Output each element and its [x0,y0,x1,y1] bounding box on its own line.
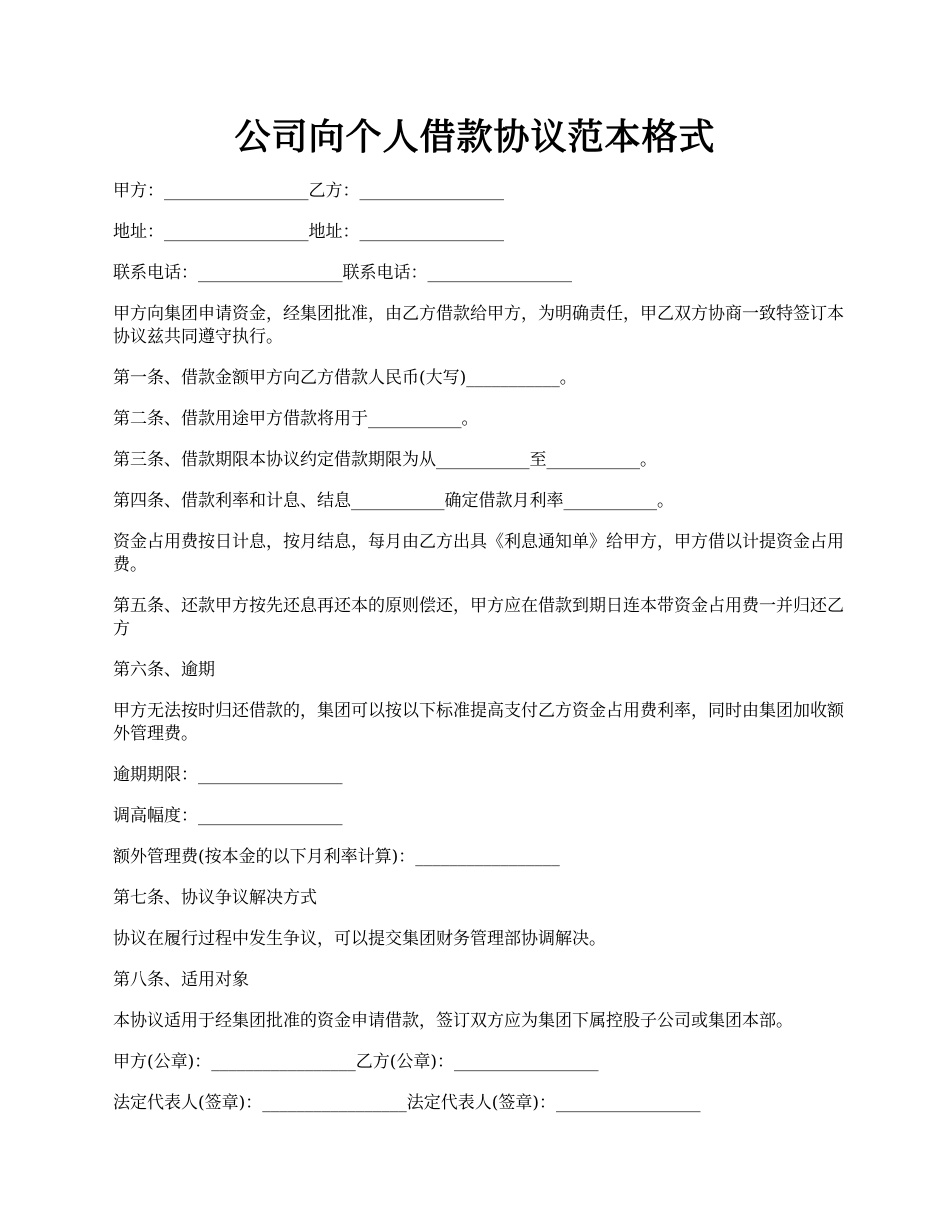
preamble-paragraph: 甲方向集团申请资金，经集团批准，由乙方借款给甲方，为明确责任，甲乙双方协商一致特签订本协议兹共同遵守执行。 [113,304,844,347]
phone-line: 联系电话：_________________联系电话：_________________ [113,263,572,283]
document-title: 公司向个人借款协议范本格式 [234,116,716,158]
scope-paragraph: 本协议适用于经集团批准的资金申请借款，签订双方应为集团下属控股子公司或集团本部。 [113,1011,793,1031]
party-a-b-line: 甲方：_________________乙方：_________________ [113,181,504,201]
interest-calculation-paragraph: 资金占用费按日计息，按月结息，每月由乙方出具《利息通知单》给甲方，甲方借以计提资金占用费。 [113,532,844,575]
article-3-term: 第三条、借款期限本协议约定借款期限为从___________至___________。 [113,450,657,470]
article-6-heading: 第六条、逾期 [113,660,215,680]
article-4-interest: 第四条、借款利率和计息、结息___________确定借款月利率___________。 [113,491,674,511]
article-7-heading: 第七条、协议争议解决方式 [113,888,317,908]
article-8-heading: 第八条、适用对象 [113,970,249,990]
article-1-amount: 第一条、借款金额甲方向乙方借款人民币(大写)___________。 [113,368,577,388]
document-body [113,180,853,1133]
article-5-repayment: 第五条、还款甲方按先还息再还本的原则偿还，甲方应在借款到期日连本带资金占用费一并归还乙方 [113,596,844,639]
rate-increase-line: 调高幅度：_________________ [113,806,343,826]
address-line: 地址：_________________地址：_________________ [113,222,504,242]
dispute-paragraph: 协议在履行过程中发生争议，可以提交集团财务管理部协调解决。 [113,929,606,949]
overdue-term-line: 逾期期限：_________________ [113,765,343,785]
article-2-purpose: 第二条、借款用途甲方借款将用于___________。 [113,409,479,429]
legal-rep-signature-line: 法定代表人(签章)：_________________法定代表人(签章)：_________________ [113,1093,701,1113]
extra-fee-line: 额外管理费(按本金的以下月利率计算)：_________________ [113,847,560,867]
overdue-paragraph: 甲方无法按时归还借款的，集团可以按以下标准提高支付乙方资金占用费利率，同时由集团加收额外管理费。 [113,701,844,744]
seal-line: 甲方(公章)：_________________乙方(公章)：_________________ [113,1052,599,1072]
